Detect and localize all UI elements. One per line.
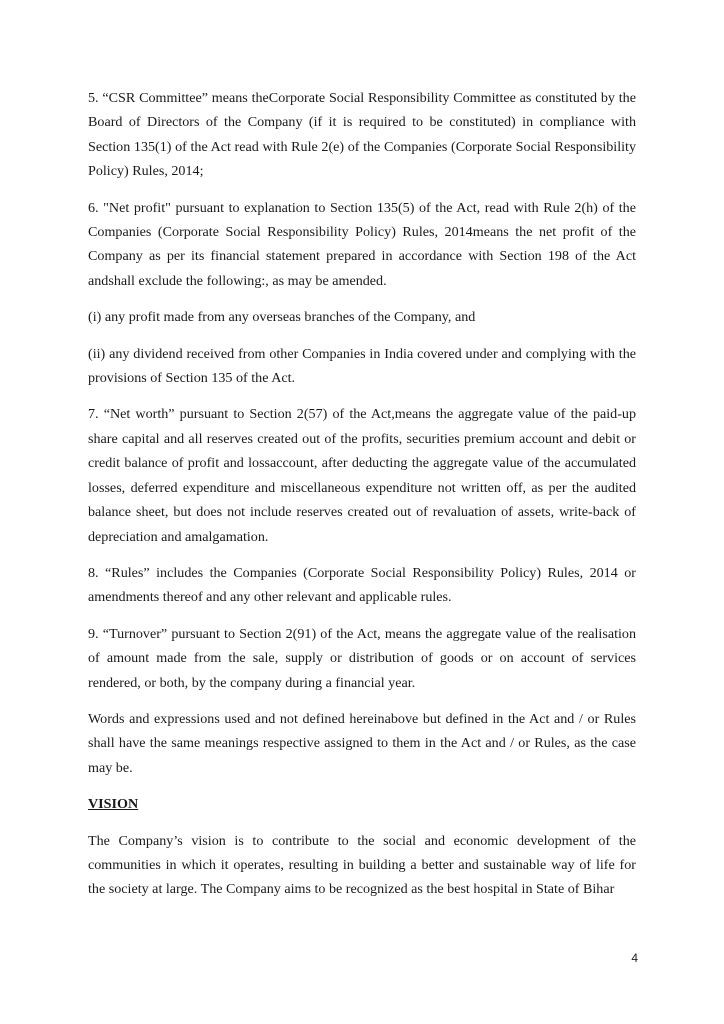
document-body bbox=[88, 86, 636, 914]
words-and-expressions-clause: Words and expressions used and not defined hereinabove but defined in the Act and / or Rules shall have the same meanings respective assigned to them in the Act and / or Rules, as the case may be. bbox=[88, 710, 636, 776]
vision-paragraph: The Company’s vision is to contribute to the social and economic development of the communities in which it operates, resulting in building a better and sustainable way of life for the society at large. The Company aims to be recognized as the best hospital in State of Bihar bbox=[88, 832, 636, 898]
definition-csr-committee: 5. “CSR Committee” means theCorporate Social Responsibility Committee as constituted by the Board of Directors of the Company (if it is required to be constituted) in compliance with Section 135(1) of the Act read with Rule 2(e) of the Companies (Corporate Social Responsibility Policy) Rules, 2014; bbox=[88, 90, 636, 180]
page-number: 4 bbox=[631, 951, 638, 965]
definition-net-worth: 7. “Net worth” pursuant to Section 2(57) of the Act,means the aggregate value of the paid-up share capital and all reserves created out of the profits, securities premium account and debit or credit balance of profit and lossaccount, after deducting the aggregate value of the accumulated losses, deferred expenditure and miscellaneous expenditure not written off, as per the audited balance sheet, but does not include reserves created out of revaluation of assets, write-back of depreciation and amalgamation. bbox=[88, 406, 636, 545]
definition-turnover: 9. “Turnover” pursuant to Section 2(91) of the Act, means the aggregate value of the realisation of amount made from the sale, supply or distribution of goods or on account of services rendered, or both, by the company during a financial year. bbox=[88, 625, 636, 691]
definition-net-profit: 6. "Net profit" pursuant to explanation to Section 135(5) of the Act, read with Rule 2(h) of the Companies (Corporate Social Responsibility Policy) Rules, 2014means the net profit of the Company as per its financial statement prepared in accordance with Section 198 of the Act andshall exclude the following:, as may be amended. bbox=[88, 199, 636, 289]
net-profit-exclusion-i: (i) any profit made from any overseas branches of the Company, and bbox=[88, 309, 476, 326]
definition-rules: 8. “Rules” includes the Companies (Corporate Social Responsibility Policy) Rules, 2014 or amendments thereof and any other relevant and applicable rules. bbox=[88, 564, 636, 606]
net-profit-exclusion-ii: (ii) any dividend received from other Companies in India covered under and complying with the provisions of Section 135 of the Act. bbox=[88, 345, 636, 387]
vision-heading: VISION bbox=[88, 796, 139, 813]
